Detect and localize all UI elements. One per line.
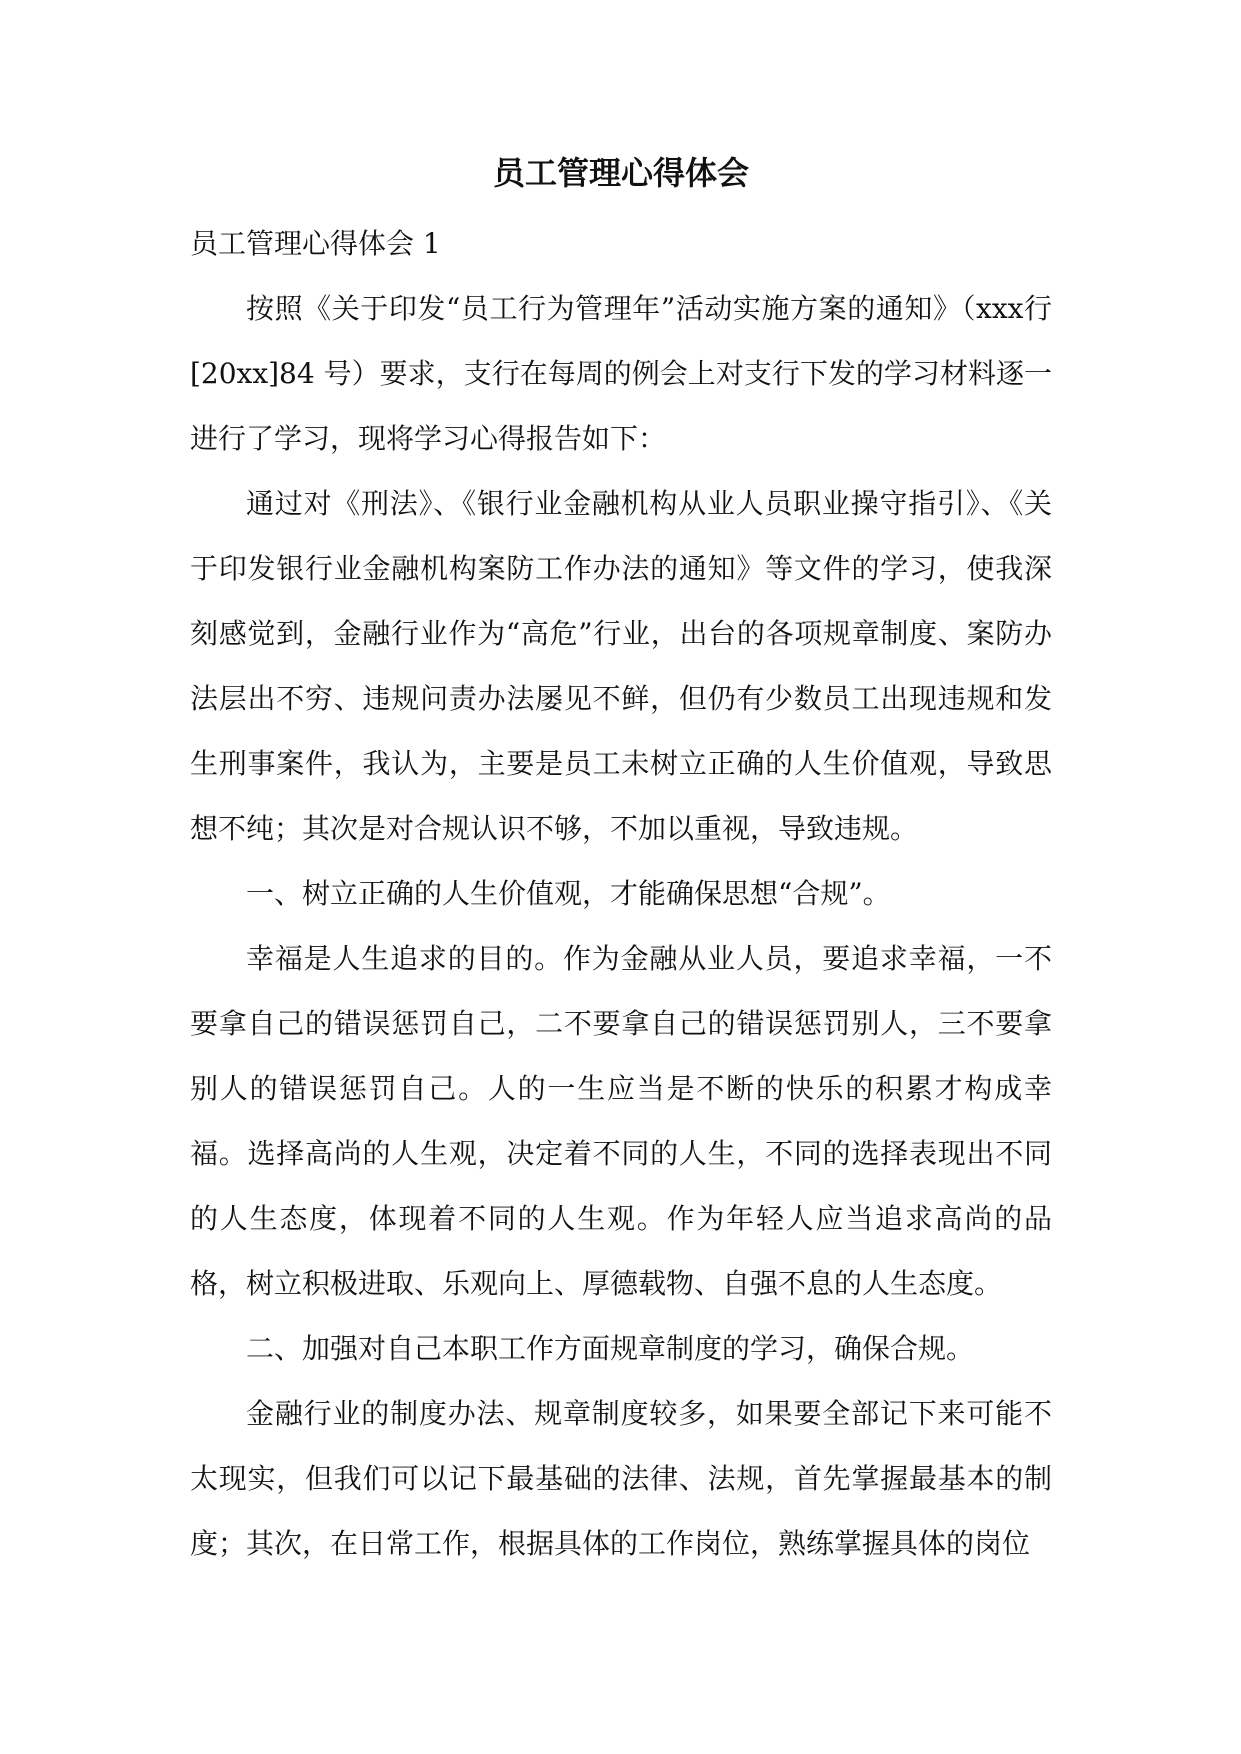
paragraph-happiness: 幸福是人生追求的目的。作为金融从业人员，要追求幸福，一不要拿自己的错误惩罚自己，二不要拿自己的错误惩罚别人，三不要拿别人的错误惩罚自己。人的一生应当是不断的快乐的积累才构成幸福。选择高尚的人生观，决定着不同的人生，不同的选择表现出不同的人生态度，体现着不同的人生观。作为年轻人应当追求高尚的品格，树立积极进取、乐观向上、厚德载物、自强不息的人生态度。 (190, 942, 1052, 1300)
section-heading: 员工管理心得体会 1 (190, 227, 441, 260)
paragraph-study: 通过对《刑法》、《银行业金融机构从业人员职业操守指引》、《关于印发银行业金融机构案防工作办法的通知》等文件的学习，使我深刻感觉到，金融行业作为“高危”行业，出台的各项规章制度、案防办法层出不穷、违规问责办法屡见不鲜，但仍有少数员工出现违规和发生刑事案件，我认为，主要是员工未树立正确的人生价值观，导致思想不纯；其次是对合规认识不够，不加以重视，导致违规。 (190, 487, 1052, 845)
paragraph-point-one: 一、树立正确的人生价值观，才能确保思想“合规”。 (246, 877, 891, 910)
document-body (190, 150, 1052, 1576)
paragraph-regulations: 金融行业的制度办法、规章制度较多，如果要全部记下来可能不太现实，但我们可以记下最基础的法律、法规，首先掌握最基本的制度；其次，在日常工作，根据具体的工作岗位，熟练掌握具体的岗位 (190, 1397, 1052, 1560)
document-title: 员工管理心得体会 (492, 154, 749, 192)
paragraph-intro: 按照《关于印发“员工行为管理年”活动实施方案的通知》（xxx行[20xx]84 号）要求，支行在每周的例会上对支行下发的学习材料逐一进行了学习，现将学习心得报告如下： (190, 292, 1052, 455)
paragraph-point-two: 二、加强对自己本职工作方面规章制度的学习，确保合规。 (246, 1332, 975, 1365)
